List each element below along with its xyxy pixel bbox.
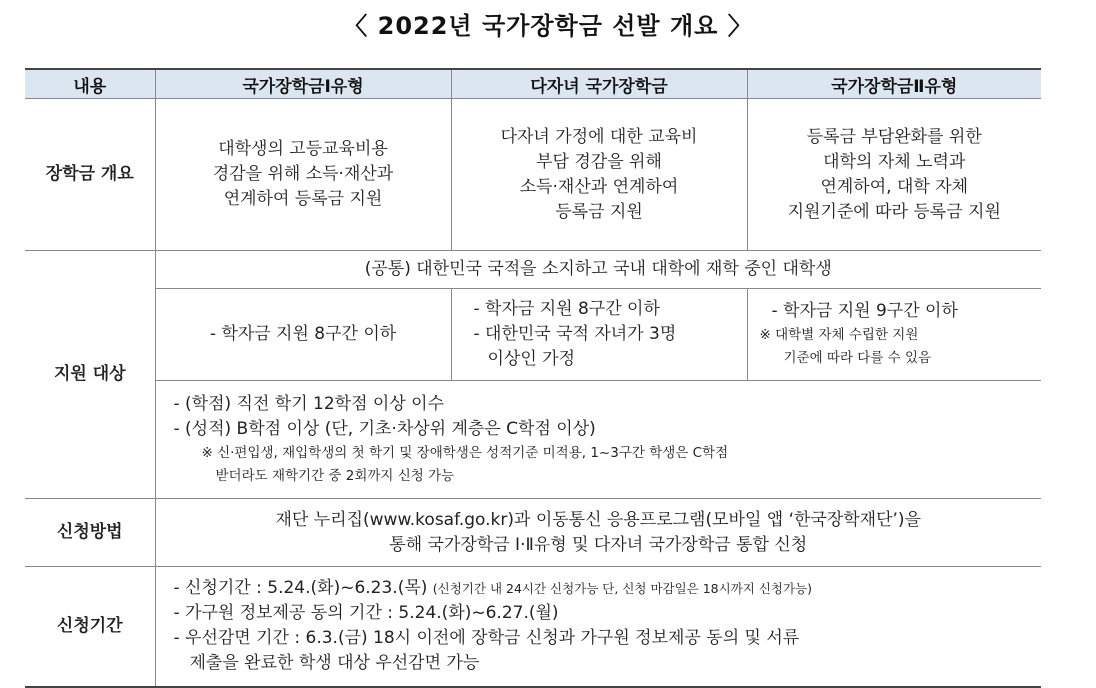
note-line: 받더라도 재학기간 중 2회까지 신청 가능 <box>215 467 455 484</box>
period-content <box>155 567 1041 687</box>
header-type1: 국가장학금Ⅰ유형 <box>155 69 451 99</box>
text-line: 통해 국가장학금 Ⅰ·Ⅱ유형 및 다자녀 국가장학금 통합 신청 <box>389 534 808 555</box>
row-label-eligibility: 지원 대상 <box>25 251 155 499</box>
period-main: - 신청기간 : 5.24.(화)~6.23.(목) <box>173 578 428 599</box>
eligibility-grades <box>155 381 1041 499</box>
text-line: 대학생의 고등교육비용 <box>218 139 388 159</box>
text-line: ※ 대학별 자체 수립한 지원 <box>759 327 919 343</box>
text-line: 기준에 따라 다를 수 있음 <box>783 350 932 366</box>
text-line: 대학의 자체 노력과 <box>823 151 966 172</box>
text-line: - (성적) B학점 이상 (단, 기초·차상위 계층은 C학점 이상) <box>173 418 596 439</box>
text-line: 소득·재산과 연계하여 <box>519 176 679 197</box>
eligibility-grades-row <box>25 381 1041 499</box>
method-content <box>155 499 1041 567</box>
overview-table <box>25 68 1041 688</box>
method-row <box>25 499 1041 567</box>
eligibility-common-row <box>25 251 1041 289</box>
text-line: 경감을 위해 소득·재산과 <box>212 164 394 184</box>
text-line: 등록금 지원 <box>555 201 643 222</box>
row-label-method: 신청방법 <box>25 499 155 567</box>
text-line: - (학점) 직전 학기 12학점 이상 이수 <box>173 393 445 414</box>
eligibility-type1: - 학자금 지원 8구간 이하 <box>155 289 451 381</box>
text-line: 제출을 완료한 학생 대상 우선감면 가능 <box>189 653 480 674</box>
text-line: - 학자금 지원 8구간 이하 <box>473 299 660 319</box>
overview-type1 <box>155 99 451 251</box>
eligibility-common: (공통) 대한민국 국적을 소지하고 국내 대학에 재학 중인 대학생 <box>155 251 1041 289</box>
text-line: 부담 경감을 위해 <box>536 151 662 172</box>
text-line: - 가구원 정보제공 동의 기간 : 5.24.(화)~6.27.(월) <box>173 603 559 624</box>
page-title: 〈 2022년 국가장학금 선발 개요 〉 <box>343 12 753 40</box>
period-note: (신청기간 내 24시간 신청가능 단, 신청 마감일은 18시까지 신청가능) <box>432 581 812 597</box>
overview-type2 <box>747 99 1041 251</box>
overview-multi-child <box>451 99 747 251</box>
header-content: 내용 <box>25 69 155 99</box>
text-line: 지원기준에 따라 등록금 지원 <box>787 201 1001 222</box>
text-line <box>174 576 1034 601</box>
text-line: - 대한민국 국적 자녀가 3명 <box>473 324 677 344</box>
text-line: 연계하여 등록금 지원 <box>223 189 383 209</box>
text-line: - 우선감면 기간 : 6.3.(금) 18시 이전에 장학금 신청과 가구원 정보제공 동의 및 서류 <box>173 628 800 649</box>
text-line: - 학자금 지원 9구간 이하 <box>771 301 958 321</box>
text-line: 다자녀 가정에 대한 교육비 <box>500 126 698 147</box>
header-multi-child: 다자녀 국가장학금 <box>451 69 747 99</box>
overview-row <box>25 99 1041 251</box>
text-line: 등록금 부담완화를 위한 <box>806 126 982 147</box>
row-label-period: 신청기간 <box>25 567 155 687</box>
header-row <box>25 69 1041 99</box>
text-line: 재단 누리집(www.kosaf.go.kr)과 이동통신 응용프로그램(모바일 앱 ‘한국장학재단’)을 <box>275 509 921 530</box>
row-label-overview: 장학금 개요 <box>25 99 155 251</box>
eligibility-income-row <box>25 289 1041 381</box>
note-line: ※ 신·편입생, 재입학생의 첫 학기 및 장애학생은 성적기준 미적용, 1~3구간 학생은 C학점 <box>201 444 729 461</box>
eligibility-type2 <box>747 289 1041 381</box>
eligibility-multi-child <box>451 289 747 381</box>
text-line: 이상인 가정 <box>487 349 576 369</box>
text-line: 연계하여, 대학 자체 <box>820 176 969 197</box>
header-type2: 국가장학금Ⅱ유형 <box>747 69 1041 99</box>
period-row <box>25 567 1041 687</box>
